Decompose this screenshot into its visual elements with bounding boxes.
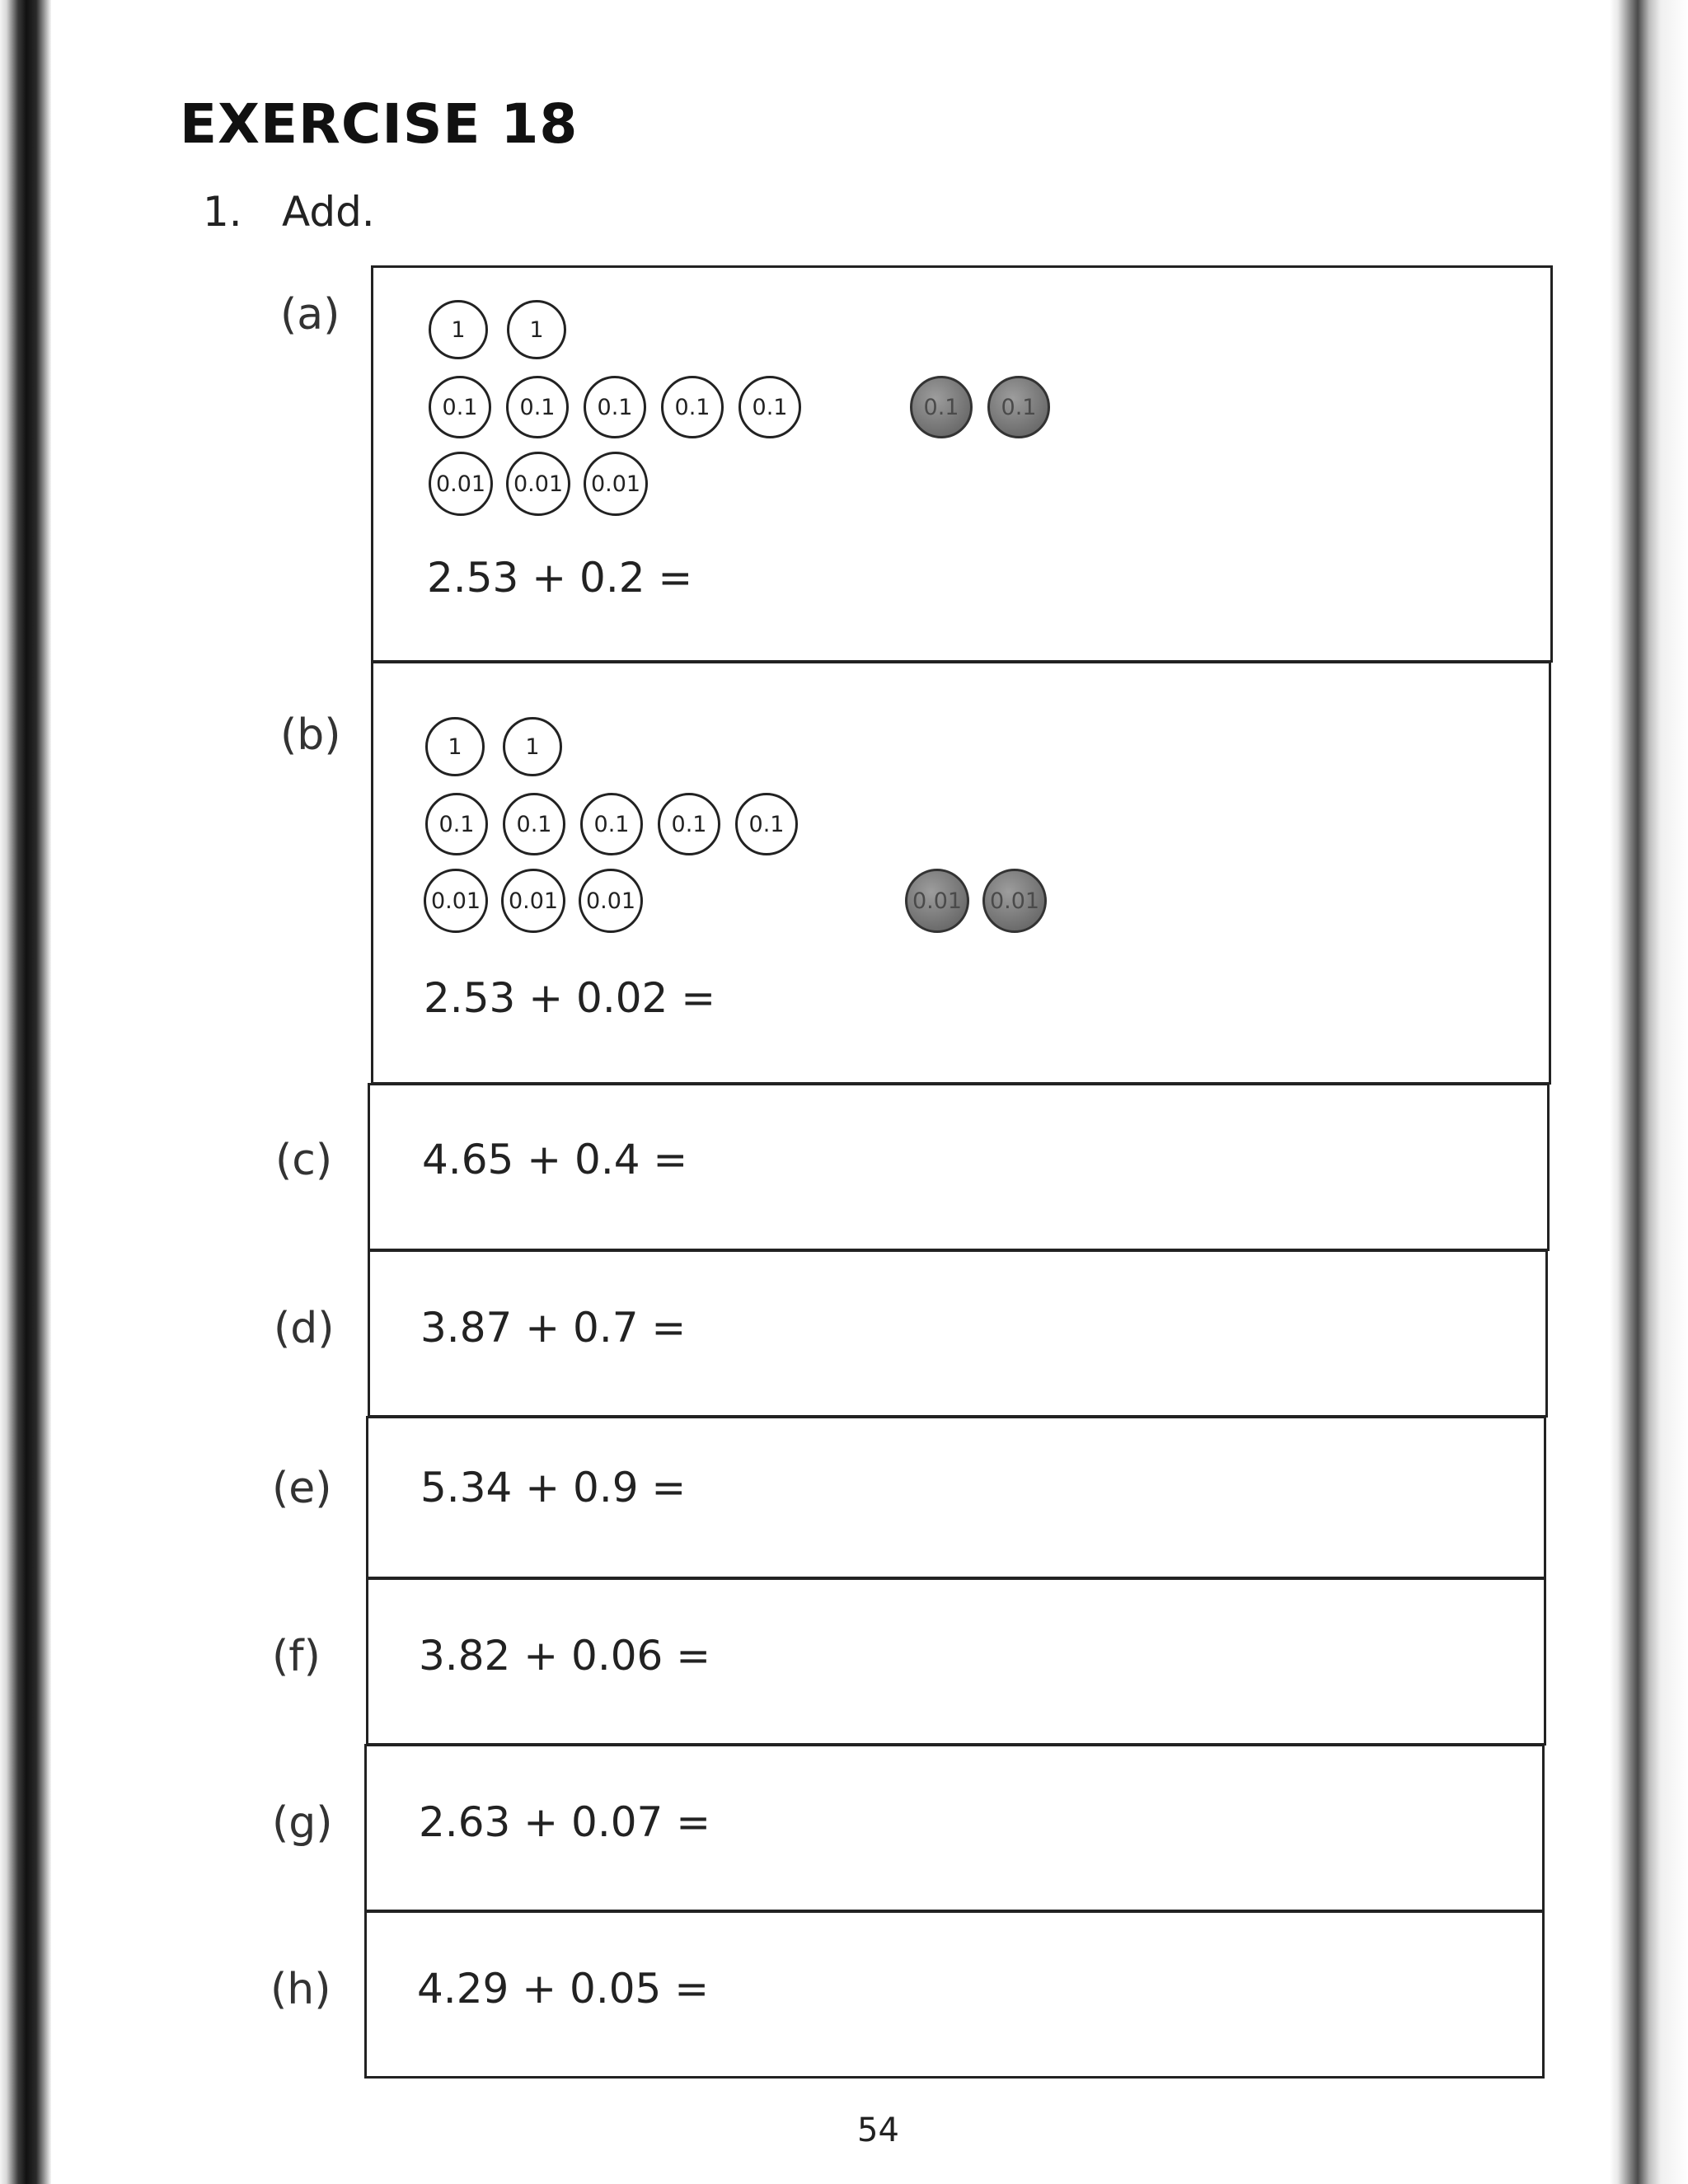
part-label-e: (e) <box>272 1464 332 1513</box>
expression-a: 2.53 + 0.2 = <box>427 554 693 602</box>
tenths-disc: 0.1 <box>584 376 646 438</box>
expression-g: 2.63 + 0.07 = <box>419 1798 711 1846</box>
hundredths-disc: 0.01 <box>584 452 648 516</box>
tenths-disc: 0.1 <box>506 376 569 438</box>
hundredths-disc: 0.01 <box>429 452 493 516</box>
part-label-f: (f) <box>272 1632 321 1681</box>
ones-disc: 1 <box>507 300 566 359</box>
expression-b: 2.53 + 0.02 = <box>424 974 716 1022</box>
tenths-disc: 0.1 <box>425 793 488 855</box>
shaded-tenths-disc: 0.1 <box>910 376 973 438</box>
tenths-disc: 0.1 <box>661 376 724 438</box>
tenths-disc: 0.1 <box>735 793 798 855</box>
expression-h: 4.29 + 0.05 = <box>417 1965 710 2013</box>
shaded-hundredths-disc: 0.01 <box>982 869 1047 933</box>
tenths-disc: 0.1 <box>429 376 491 438</box>
expression-c: 4.65 + 0.4 = <box>422 1136 688 1183</box>
page-title: EXERCISE 18 <box>180 92 579 156</box>
expression-d: 3.87 + 0.7 = <box>420 1304 687 1352</box>
shaded-tenths-disc: 0.1 <box>987 376 1050 438</box>
hundredths-disc: 0.01 <box>501 869 565 933</box>
hundredths-disc: 0.01 <box>579 869 643 933</box>
part-label-b: (b) <box>280 710 341 760</box>
question-number: 1. <box>203 188 242 236</box>
tenths-disc: 0.1 <box>580 793 643 855</box>
ones-disc: 1 <box>425 717 485 776</box>
tenths-disc: 0.1 <box>738 376 801 438</box>
tenths-disc: 0.1 <box>658 793 720 855</box>
ones-disc: 1 <box>429 300 488 359</box>
expression-f: 3.82 + 0.06 = <box>419 1632 711 1680</box>
hundredths-disc: 0.01 <box>506 452 570 516</box>
part-label-d: (d) <box>274 1304 335 1353</box>
part-label-g: (g) <box>272 1798 333 1848</box>
question-instruction: Add. <box>282 188 375 236</box>
tenths-disc: 0.1 <box>503 793 565 855</box>
page-number: 54 <box>857 2111 899 2149</box>
part-label-h: (h) <box>270 1965 331 2014</box>
hundredths-disc: 0.01 <box>424 869 488 933</box>
book-spine-shadow <box>0 0 51 2184</box>
expression-e: 5.34 + 0.9 = <box>420 1464 687 1511</box>
page-edge-shadow <box>1610 0 1688 2184</box>
ones-disc: 1 <box>503 717 562 776</box>
part-label-a: (a) <box>280 290 340 340</box>
shaded-hundredths-disc: 0.01 <box>905 869 969 933</box>
part-label-c: (c) <box>275 1136 333 1185</box>
